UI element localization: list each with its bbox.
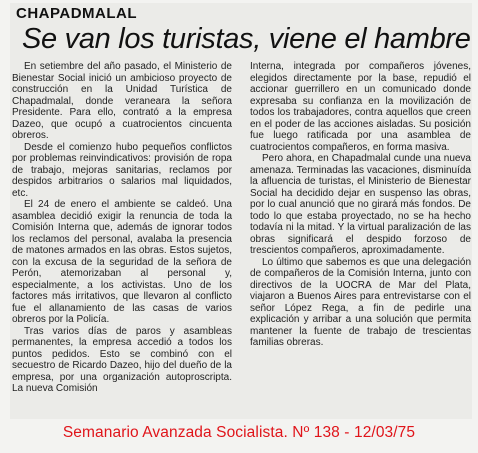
paragraph: Pero ahora, en Chapadmalal cunde una nueva amenaza. Terminadas las vacaciones, disminuída la afluencia de turistas, el Ministerio de Bienestar Social ha decidido dejar en suspenso las obras, por lo cual anunció que no girará más fondos. De todo lo que estaba proyectado, no se ha hecho todavía ni la mitad. Y la virtual paralización de las obras significará el despido forzoso de trescientos compañeros, aproximadamente. (250, 153, 471, 256)
article-column-left (12, 61, 232, 395)
paragraph: Tras varios días de paros y asambleas permanentes, la empresa accedió a todos los puntos pedidos. Esto se combinó con el secuestro de Ricardo Dazeo, hijo del dueño de la empresa, por una organización autoproscripta. La nueva Comisión (12, 325, 232, 394)
paragraph: En setiembre del año pasado, el Ministerio de Bienestar Social inició un ambicioso proyecto de construcción en la Unidad Turística de Chapadmalal, donde veraneara la señora Presidente. Para ello, contrató a la empresa Dazeo, que ocupó a cuatrocientos cincuenta obreros. (12, 61, 232, 141)
paragraph: Interna, integrada por compañeros jóvenes, elegidos directamente por la base, repudió el accionar guerrillero en un comunicado donde expresaba su confianza en la movilización de todos los trabajadores, contra aquellos que creen en el poder de las acciones aisladas. Su posición fue luego ratificada por una asamblea de cuatrocientos compañeros, en forma masiva. (250, 61, 471, 153)
newspaper-clipping (10, 3, 472, 419)
article-column-right (250, 61, 471, 349)
paragraph: Desde el comienzo hubo pequeños conflictos por problemas reinvindicativos: provisión de ropa de trabajo, mejoras sanitarias, reclamos por despidos arbitrarios o salarios mal liquidados, etc. (12, 141, 232, 199)
paragraph: Lo último que sabemos es que una delegación de compañeros de la Comisión Interna, junto con directivos de la UOCRA de Mar del Plata, viajaron a Buenos Aires para entrevistarse con el señor López Rega, a fin de pedirle una explicación y arribar a una solución que permita mantener la fuente de trabajo de trescientas familias obreras. (250, 256, 471, 348)
paragraph: El 24 de enero el ambiente se caldeó. Una asamblea decidió exigir la renuncia de toda la Comisión Interna que, además de ignorar todos los reclamos del personal, avalaba la presencia de matones armados en las obras. Estos sujetos, con la excusa de la seguridad de la señora de Perón, atemorizaban al personal y, especialmente, a los activistas. Uno de los factores más irritativos, que llevaron al conflicto fue el allanamiento de las casas de varios obreros por la Policía. (12, 199, 232, 325)
article-headline: Se van los turistas, viene el hambre (22, 23, 471, 55)
source-credit: Semanario Avanzada Socialista. Nº 138 - 12/03/75 (62, 424, 416, 441)
section-kicker: CHAPADMALAL (16, 5, 138, 22)
